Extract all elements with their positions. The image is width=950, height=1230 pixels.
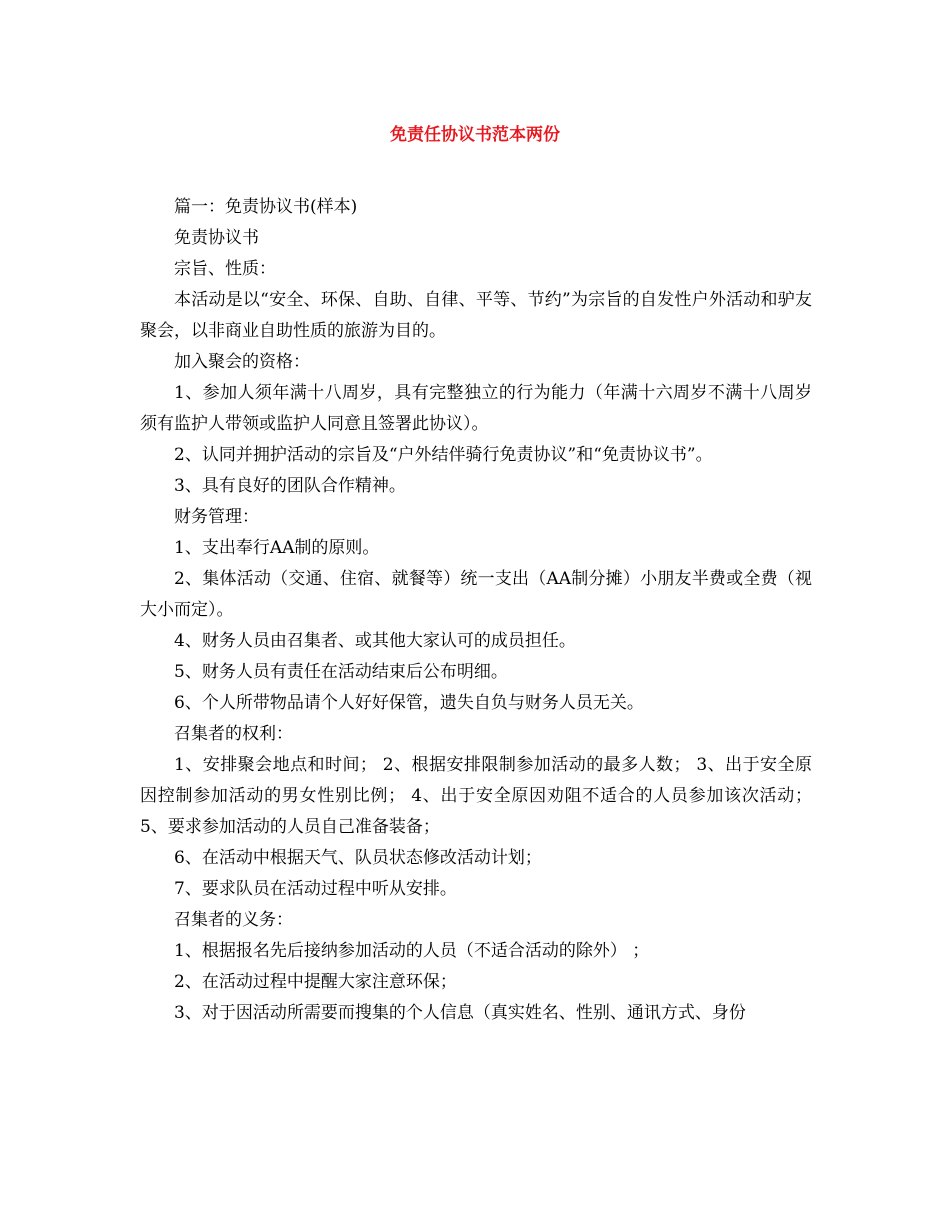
paragraph: 6、个人所带物品请个人好好保管，遗失自负与财务人员无关。 xyxy=(174,693,644,713)
paragraph: 2、在活动过程中提醒大家注意环保； xyxy=(174,972,457,992)
paragraph: 本活动是以“安全、环保、自助、自律、平等、节约”为宗旨的自发性户外活动和驴友聚会，以非商业自助性质的旅游为目的。 xyxy=(140,290,812,341)
paragraph: 6、在活动中根据天气、队员状态修改活动计划； xyxy=(174,848,542,868)
paragraph: 召集者的权利： xyxy=(174,724,293,744)
paragraph: 3、对于因活动所需要而搜集的个人信息（真实姓名、性别、通讯方式、身份 xyxy=(174,1003,746,1023)
paragraph: 5、财务人员有责任在活动结束后公布明细。 xyxy=(174,662,508,682)
paragraph: 宗旨、性质： xyxy=(174,259,276,279)
paragraph: 1、安排聚会地点和时间； 2、根据安排限制参加活动的最多人数； 3、出于安全原因控制参加活动的男女性别比例； 4、出于安全原因劝阻不适合的人员参加该次活动； 5、要求参加活动的人员自己准备装备； xyxy=(140,755,812,837)
paragraph: 2、认同并拥护活动的宗旨及“户外结伴骑行免责协议”和“免责协议书”。 xyxy=(174,445,713,465)
paragraph: 召集者的义务： xyxy=(174,910,293,930)
paragraph: 篇一：免责协议书(样本) xyxy=(174,197,358,217)
paragraph: 1、参加人须年满十八周岁，具有完整独立的行为能力（年满十六周岁不满十八周岁须有监护人带领或监护人同意且签署此协议）。 xyxy=(140,383,812,434)
paragraph: 加入聚会的资格： xyxy=(174,352,310,372)
paragraph: 4、财务人员由召集者、或其他大家认可的成员担任。 xyxy=(174,631,576,651)
paragraph: 财务管理： xyxy=(174,507,259,527)
paragraph: 3、具有良好的团队合作精神。 xyxy=(174,476,406,496)
document-body xyxy=(140,192,812,1029)
document-title: 免责任协议书范本两份 xyxy=(390,125,560,145)
paragraph: 2、集体活动（交通、住宿、就餐等）统一支出（AA制分摊）小朋友半费或全费（视大小而定）。 xyxy=(140,569,812,620)
paragraph: 7、要求队员在活动过程中听从安排。 xyxy=(174,879,457,899)
paragraph: 1、根据报名先后接纳参加活动的人员（不适合活动的除外） ； xyxy=(174,941,650,961)
paragraph: 免责协议书 xyxy=(174,228,259,248)
paragraph: 1、支出奉行AA制的原则。 xyxy=(174,538,380,558)
